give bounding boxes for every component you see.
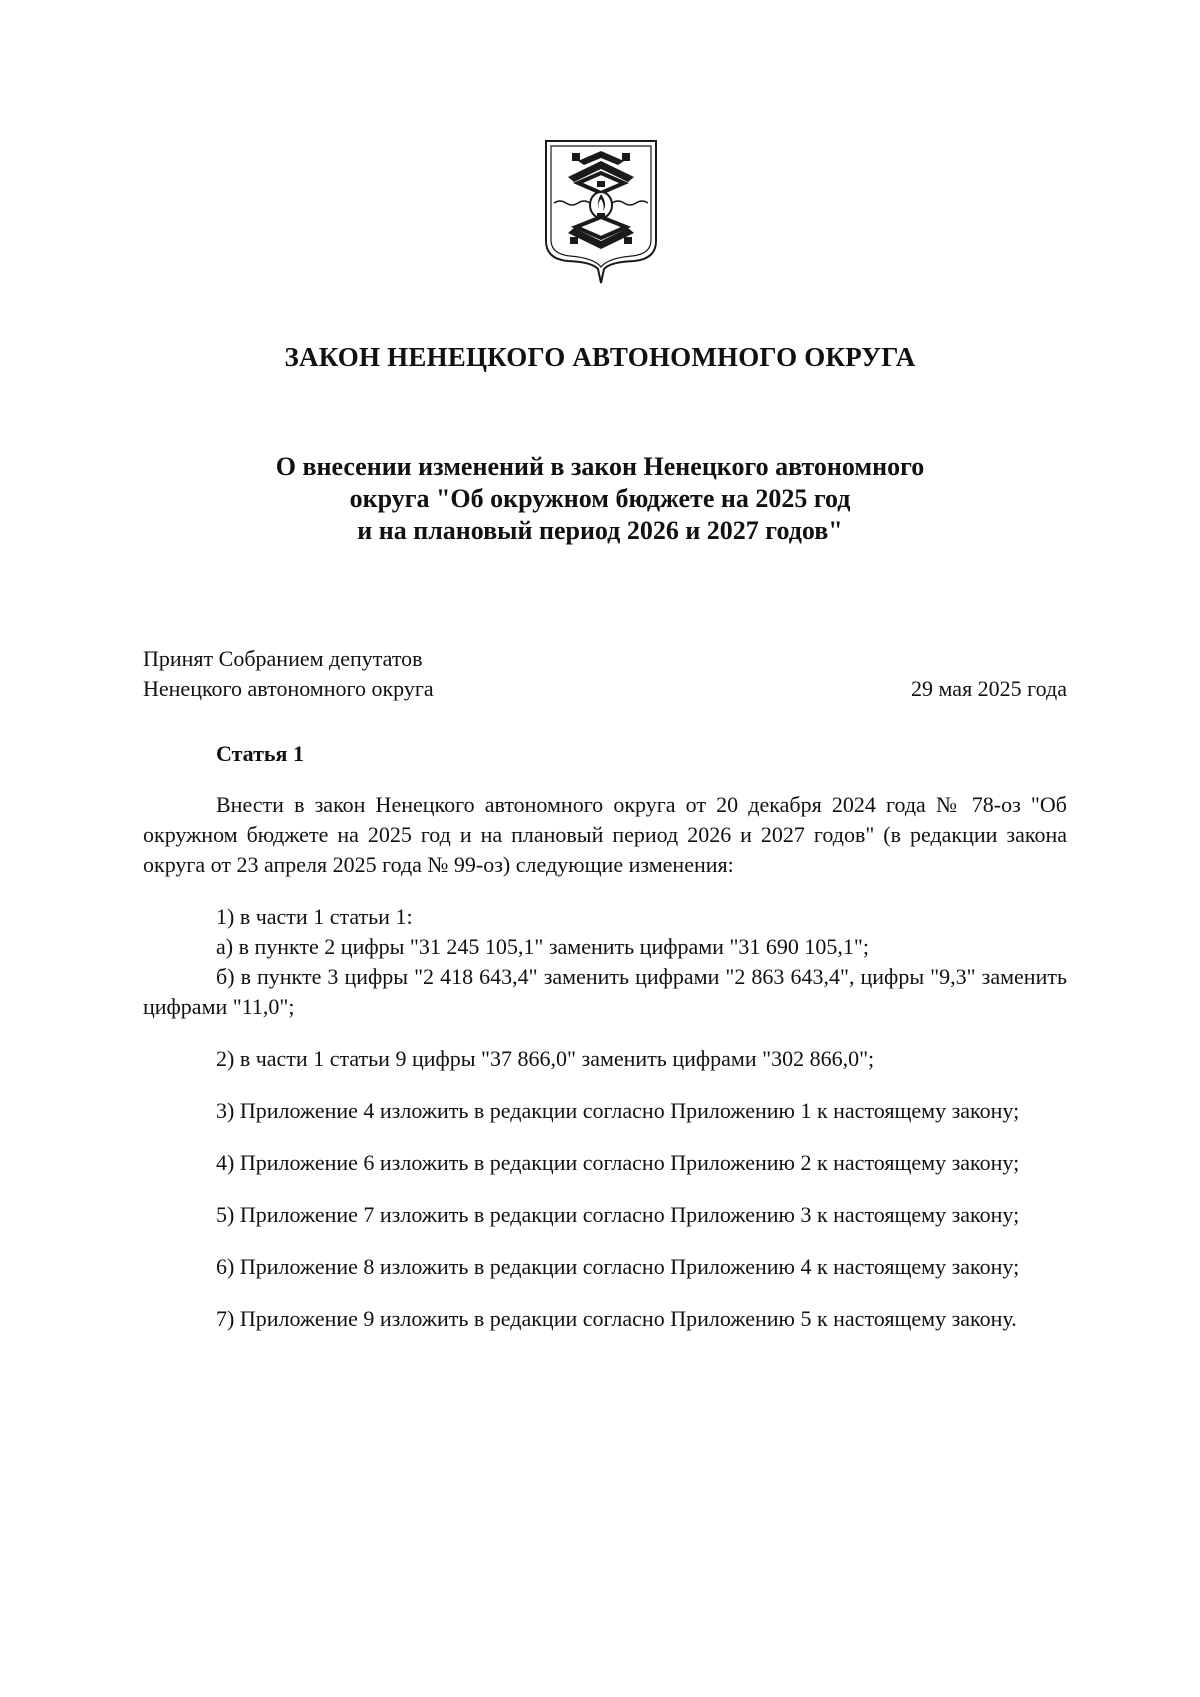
article-body [143, 790, 1067, 1334]
list-item-1: 1) в части 1 статьи 1: [216, 904, 413, 929]
article-intro: Внести в закон Ненецкого автономного округа от 20 декабря 2024 года № 78-оз "Об окружном бюджете на 2025 год и на плановый период 2026 и 2027 годов" (в редакции закона округа от 23 апреля 2025 года № 99-оз) следующие изменения: [143, 792, 1067, 877]
list-item-2: 2) в части 1 статьи 9 цифры "37 866,0" заменить цифрами "302 866,0"; [216, 1046, 875, 1071]
adopted-by [143, 644, 434, 704]
list-item-1b: б) в пункте 3 цифры "2 418 643,4" заменить цифрами "2 863 643,4", цифры "9,3" заменить цифрами "11,0"; [143, 964, 1067, 1019]
adopted-date: 29 мая 2025 года [911, 676, 1067, 701]
list-item-1a: а) в пункте 2 цифры "31 245 105,1" заменить цифрами "31 690 105,1"; [216, 934, 870, 959]
law-subtitle [0, 451, 1200, 547]
subtitle-line-3: и на плановый период 2026 и 2027 годов" [357, 516, 843, 545]
coat-of-arms-icon [542, 137, 660, 284]
list-item-3: 3) Приложение 4 изложить в редакции согласно Приложению 1 к настоящему закону; [216, 1098, 1020, 1123]
list-item-5: 5) Приложение 7 изложить в редакции согласно Приложению 3 к настоящему закону; [216, 1202, 1020, 1227]
adopted-line-2: Ненецкого автономного округа [143, 676, 434, 701]
list-item-4: 4) Приложение 6 изложить в редакции согласно Приложению 2 к настоящему закону; [216, 1150, 1020, 1175]
law-title: ЗАКОН НЕНЕЦКОГО АВТОНОМНОГО ОКРУГА [284, 342, 916, 372]
article-heading: Статья 1 [216, 741, 304, 766]
adopted-line-1: Принят Собранием депутатов [143, 646, 423, 671]
list-item-7: 7) Приложение 9 изложить в редакции согласно Приложению 5 к настоящему закону. [216, 1306, 1017, 1331]
subtitle-line-1: О внесении изменений в закон Ненецкого автономного [275, 452, 925, 481]
subtitle-line-2: округа "Об окружном бюджете на 2025 год [349, 484, 851, 513]
list-item-6: 6) Приложение 8 изложить в редакции согласно Приложению 4 к настоящему закону; [216, 1254, 1020, 1279]
